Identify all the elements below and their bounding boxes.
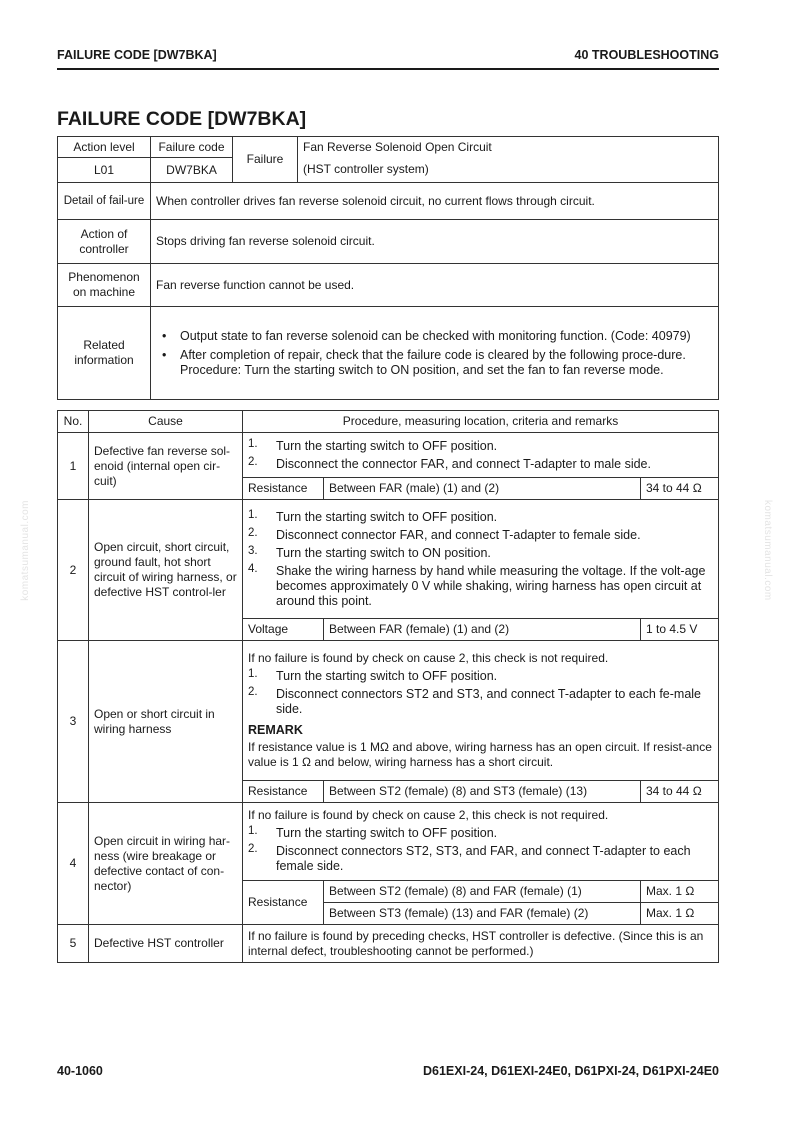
header-rule bbox=[57, 68, 719, 70]
failure-header: Failure bbox=[233, 137, 298, 183]
cause-1-steps bbox=[243, 433, 719, 478]
related-item-clear-code: • After completion of repair, check that the failure code is cleared by the following proce-dure. Procedure: Turn the starting switch to ON position, and set the fan to fan reverse mode. bbox=[158, 348, 713, 378]
action-level-value: L01 bbox=[58, 158, 151, 183]
action-text: Stops driving fan reverse solenoid circuit. bbox=[151, 220, 719, 264]
failure-code-value: DW7BKA bbox=[151, 158, 233, 183]
running-header bbox=[57, 48, 719, 62]
step-item: 1. Turn the starting switch to OFF position. bbox=[248, 825, 498, 840]
cause-5-procedure: If no failure is found by preceding checks, HST controller is defective. (Since this is an internal defect, troubleshooting cannot be performed.) bbox=[243, 925, 719, 963]
measure-type: Resistance bbox=[243, 881, 324, 925]
measure-criteria: 1 to 4.5 V bbox=[640, 619, 718, 641]
measure-type: Resistance bbox=[243, 478, 324, 500]
precondition-note: If no failure is found by check on cause 2, this check is not required. bbox=[248, 808, 609, 822]
measure-location: Between ST2 (female) (8) and ST3 (female) (13) bbox=[324, 781, 641, 803]
step-item: 1. Turn the starting switch to OFF position. bbox=[248, 668, 498, 683]
phenomenon-label: Phenomenon on machine bbox=[58, 264, 151, 307]
measure-criteria: 34 to 44 Ω bbox=[640, 478, 718, 500]
measure-type: Resistance bbox=[243, 781, 324, 803]
cause-3-steps bbox=[243, 641, 719, 781]
related-item-monitoring: • Output state to fan reverse solenoid can be checked with monitoring function. (Code: 40979) bbox=[158, 329, 713, 344]
cause-2-number: 2 bbox=[58, 500, 89, 641]
col-header-procedure: Procedure, measuring location, criteria and remarks bbox=[243, 411, 719, 433]
step-item: 3. Turn the starting switch to ON position. bbox=[248, 544, 491, 560]
step-item: 2. Disconnect connectors ST2, ST3, and FAR, and connect T-adapter to each female side. bbox=[248, 843, 691, 873]
failure-code-header: Failure code bbox=[151, 137, 233, 158]
causes-table bbox=[57, 410, 719, 963]
col-header-no: No. bbox=[58, 411, 89, 433]
cause-2-text: Open circuit, short circuit, ground fault, hot short circuit of wiring harness, or defective HST control-ler bbox=[89, 500, 243, 641]
failure-system: (HST controller system) bbox=[298, 158, 719, 183]
measure-location: Between ST3 (female) (13) and FAR (female) (2) bbox=[324, 903, 641, 925]
step-item: 2. Disconnect the connector FAR, and connect T-adapter to male side. bbox=[248, 455, 651, 471]
watermark-left: komatsumanual.com bbox=[20, 500, 31, 601]
remark-text: If resistance value is 1 MΩ and above, wiring harness has an open circuit. If resist-ance value is 1 Ω and below, wiring harness has a short circuit. bbox=[248, 740, 712, 769]
cause-5-text: Defective HST controller bbox=[89, 925, 243, 963]
cause-1-number: 1 bbox=[58, 433, 89, 500]
cause-3-text: Open or short circuit in wiring harness bbox=[89, 641, 243, 803]
step-item: 1. Turn the starting switch to OFF position. bbox=[248, 508, 498, 524]
phenomenon-text: Fan reverse function cannot be used. bbox=[151, 264, 719, 307]
detail-text: When controller drives fan reverse solenoid circuit, no current flows through circuit. bbox=[151, 183, 719, 220]
page-footer bbox=[57, 1064, 719, 1078]
page-number: 40-1060 bbox=[57, 1064, 103, 1078]
action-label: Action of controller bbox=[58, 220, 151, 264]
col-header-cause: Cause bbox=[89, 411, 243, 433]
measure-location: Between FAR (male) (1) and (2) bbox=[324, 478, 641, 500]
measure-criteria: 34 to 44 Ω bbox=[640, 781, 718, 803]
failure-summary-table bbox=[57, 136, 719, 400]
measure-location: Between ST2 (female) (8) and FAR (female) (1) bbox=[324, 881, 641, 903]
cause-2-steps bbox=[243, 500, 719, 619]
related-info bbox=[151, 307, 719, 400]
action-level-header: Action level bbox=[58, 137, 151, 158]
cause-4-number: 4 bbox=[58, 803, 89, 925]
step-item: 1. Turn the starting switch to OFF position. bbox=[248, 437, 498, 453]
watermark-right: komatsumanual.com bbox=[762, 500, 773, 601]
model-list: D61EXI-24, D61EXI-24E0, D61PXI-24, D61PXI-24E0 bbox=[423, 1064, 719, 1078]
measure-criteria: Max. 1 Ω bbox=[640, 903, 718, 925]
failure-title: Fan Reverse Solenoid Open Circuit bbox=[298, 137, 719, 158]
header-section-title: FAILURE CODE [DW7BKA] bbox=[57, 48, 217, 62]
step-item: 2. Disconnect connectors ST2 and ST3, and connect T-adapter to each fe-male side. bbox=[248, 686, 702, 716]
cause-3-number: 3 bbox=[58, 641, 89, 803]
cause-5-number: 5 bbox=[58, 925, 89, 963]
step-item: 4. Shake the wiring harness by hand while measuring the voltage. If the volt-age becomes approximately 0 V while shaking, wiring harness has open circuit at around this point. bbox=[248, 562, 706, 608]
precondition-note: If no failure is found by check on cause 2, this check is not required. bbox=[248, 651, 609, 665]
header-chapter: 40 TROUBLESHOOTING bbox=[574, 48, 719, 62]
related-label: Related information bbox=[58, 307, 151, 400]
detail-label: Detail of fail-ure bbox=[58, 183, 151, 220]
cause-4-steps bbox=[243, 803, 719, 881]
step-item: 2. Disconnect connector FAR, and connect T-adapter to female side. bbox=[248, 526, 641, 542]
page-title: FAILURE CODE [DW7BKA] bbox=[57, 108, 307, 130]
cause-4-text: Open circuit in wiring har-ness (wire breakage or defective contact of con-nector) bbox=[89, 803, 243, 925]
measure-location: Between FAR (female) (1) and (2) bbox=[324, 619, 641, 641]
cause-1-text: Defective fan reverse sol-enoid (internal open cir-cuit) bbox=[89, 433, 243, 500]
remark-heading: REMARK bbox=[248, 723, 303, 737]
measure-criteria: Max. 1 Ω bbox=[640, 881, 718, 903]
measure-type: Voltage bbox=[243, 619, 324, 641]
